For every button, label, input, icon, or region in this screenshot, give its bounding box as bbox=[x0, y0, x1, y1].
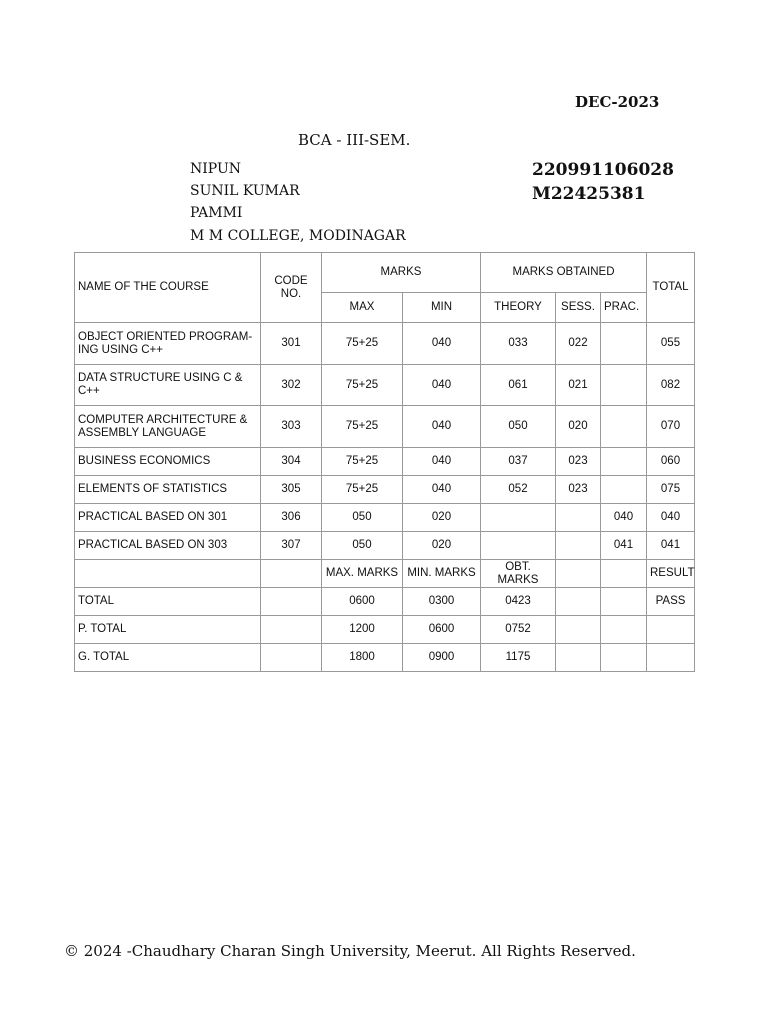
table-row bbox=[75, 476, 695, 504]
code-cell: 305 bbox=[261, 476, 322, 504]
theory-cell: 033 bbox=[481, 323, 556, 365]
prac-cell: 041 bbox=[601, 532, 647, 560]
college-name: M M COLLEGE, MODINAGAR bbox=[190, 228, 406, 244]
summary-max-cell: 1800 bbox=[322, 644, 403, 672]
mother-name: PAMMI bbox=[190, 205, 243, 221]
course-name-cell: DATA STRUCTURE USING C & C++ bbox=[75, 365, 261, 406]
max-cell: 75+25 bbox=[322, 323, 403, 365]
min-cell: 040 bbox=[403, 406, 481, 448]
prac-cell bbox=[601, 365, 647, 406]
max-cell: 050 bbox=[322, 504, 403, 532]
summary-min-cell: 0900 bbox=[403, 644, 481, 672]
theory-cell: 050 bbox=[481, 406, 556, 448]
summary-min-cell: 0300 bbox=[403, 588, 481, 616]
roll-number: 220991106028 bbox=[532, 160, 674, 180]
total-cell: 082 bbox=[647, 365, 695, 406]
summary-row bbox=[75, 644, 695, 672]
total-cell: 055 bbox=[647, 323, 695, 365]
total-cell: 040 bbox=[647, 504, 695, 532]
table-row bbox=[75, 323, 695, 365]
total-cell: 060 bbox=[647, 448, 695, 476]
student-name: NIPUN bbox=[190, 161, 242, 177]
theory-cell: 061 bbox=[481, 365, 556, 406]
empty-cell bbox=[556, 560, 601, 588]
empty-cell bbox=[261, 644, 322, 672]
summary-obt-cell: 1175 bbox=[481, 644, 556, 672]
max-cell: 75+25 bbox=[322, 448, 403, 476]
summary-label-cell: P. TOTAL bbox=[75, 616, 261, 644]
student-info bbox=[190, 160, 406, 249]
total-cell: 041 bbox=[647, 532, 695, 560]
summary-obt-cell: 0752 bbox=[481, 616, 556, 644]
min-cell: 040 bbox=[403, 365, 481, 406]
result-cell bbox=[647, 644, 695, 672]
sess-cell bbox=[556, 532, 601, 560]
empty-cell bbox=[601, 616, 647, 644]
result-cell: PASS bbox=[647, 588, 695, 616]
theory-cell: 037 bbox=[481, 448, 556, 476]
course-name-cell: COMPUTER ARCHITECTURE & ASSEMBLY LANGUAGE bbox=[75, 406, 261, 448]
summary-row bbox=[75, 588, 695, 616]
code-cell: 304 bbox=[261, 448, 322, 476]
min-cell: 020 bbox=[403, 532, 481, 560]
empty-cell bbox=[261, 616, 322, 644]
empty-cell bbox=[556, 588, 601, 616]
table-row bbox=[75, 448, 695, 476]
exam-date: DEC-2023 bbox=[575, 93, 660, 111]
max-cell: 75+25 bbox=[322, 406, 403, 448]
empty-cell bbox=[601, 644, 647, 672]
summary-row bbox=[75, 616, 695, 644]
empty-cell bbox=[261, 588, 322, 616]
empty-cell bbox=[601, 560, 647, 588]
table-row bbox=[75, 365, 695, 406]
summary-header-row bbox=[75, 560, 695, 588]
result-cell bbox=[647, 616, 695, 644]
header-max: MAX bbox=[322, 293, 403, 323]
table-row bbox=[75, 504, 695, 532]
summary-max-cell: 0600 bbox=[322, 588, 403, 616]
father-name: SUNIL KUMAR bbox=[190, 183, 300, 199]
summary-label-cell: G. TOTAL bbox=[75, 644, 261, 672]
student-ids bbox=[532, 160, 674, 208]
course-title: BCA - III-SEM. bbox=[298, 131, 411, 149]
course-name-cell: OBJECT ORIENTED PROGRAM-ING USING C++ bbox=[75, 323, 261, 365]
code-cell: 307 bbox=[261, 532, 322, 560]
sess-cell: 020 bbox=[556, 406, 601, 448]
max-cell: 050 bbox=[322, 532, 403, 560]
summary-min-cell: 0600 bbox=[403, 616, 481, 644]
max-cell: 75+25 bbox=[322, 476, 403, 504]
header-marks: MARKS bbox=[322, 253, 481, 293]
min-cell: 020 bbox=[403, 504, 481, 532]
header-total: TOTAL bbox=[647, 253, 695, 323]
code-cell: 302 bbox=[261, 365, 322, 406]
course-name-cell: PRACTICAL BASED ON 303 bbox=[75, 532, 261, 560]
min-cell: 040 bbox=[403, 323, 481, 365]
prac-cell bbox=[601, 448, 647, 476]
empty-cell bbox=[556, 644, 601, 672]
table-row bbox=[75, 406, 695, 448]
header-sess: SESS. bbox=[556, 293, 601, 323]
prac-cell bbox=[601, 323, 647, 365]
summary-max-cell: 1200 bbox=[322, 616, 403, 644]
min-cell: 040 bbox=[403, 476, 481, 504]
min-cell: 040 bbox=[403, 448, 481, 476]
sess-cell: 023 bbox=[556, 448, 601, 476]
header-max-marks: MAX. MARKS bbox=[322, 560, 403, 588]
theory-cell bbox=[481, 504, 556, 532]
marks-table bbox=[74, 252, 695, 672]
empty-cell bbox=[556, 616, 601, 644]
header-min-marks: MIN. MARKS bbox=[403, 560, 481, 588]
empty-cell bbox=[75, 560, 261, 588]
header-code: CODE NO. bbox=[261, 253, 322, 323]
course-name-cell: PRACTICAL BASED ON 301 bbox=[75, 504, 261, 532]
header-marks-obtained: MARKS OBTAINED bbox=[481, 253, 647, 293]
empty-cell bbox=[601, 588, 647, 616]
summary-label-cell: TOTAL bbox=[75, 588, 261, 616]
sess-cell: 023 bbox=[556, 476, 601, 504]
theory-cell bbox=[481, 532, 556, 560]
theory-cell: 052 bbox=[481, 476, 556, 504]
sess-cell: 021 bbox=[556, 365, 601, 406]
header-obt-marks: OBT. MARKS bbox=[481, 560, 556, 588]
header-theory: THEORY bbox=[481, 293, 556, 323]
sess-cell bbox=[556, 504, 601, 532]
course-name-cell: BUSINESS ECONOMICS bbox=[75, 448, 261, 476]
prac-cell bbox=[601, 406, 647, 448]
code-cell: 306 bbox=[261, 504, 322, 532]
header-course-name: NAME OF THE COURSE bbox=[75, 253, 261, 323]
max-cell: 75+25 bbox=[322, 365, 403, 406]
header-result: RESULT bbox=[647, 560, 695, 588]
total-cell: 075 bbox=[647, 476, 695, 504]
code-cell: 303 bbox=[261, 406, 322, 448]
summary-obt-cell: 0423 bbox=[481, 588, 556, 616]
course-name-cell: ELEMENTS OF STATISTICS bbox=[75, 476, 261, 504]
footer-copyright: © 2024 -Chaudhary Charan Singh University, Meerut. All Rights Reserved. bbox=[64, 942, 636, 960]
sess-cell: 022 bbox=[556, 323, 601, 365]
table-row bbox=[75, 532, 695, 560]
empty-cell bbox=[261, 560, 322, 588]
enrollment-number: M22425381 bbox=[532, 184, 646, 204]
code-cell: 301 bbox=[261, 323, 322, 365]
prac-cell: 040 bbox=[601, 504, 647, 532]
header-prac: PRAC. bbox=[601, 293, 647, 323]
prac-cell bbox=[601, 476, 647, 504]
total-cell: 070 bbox=[647, 406, 695, 448]
header-min: MIN bbox=[403, 293, 481, 323]
